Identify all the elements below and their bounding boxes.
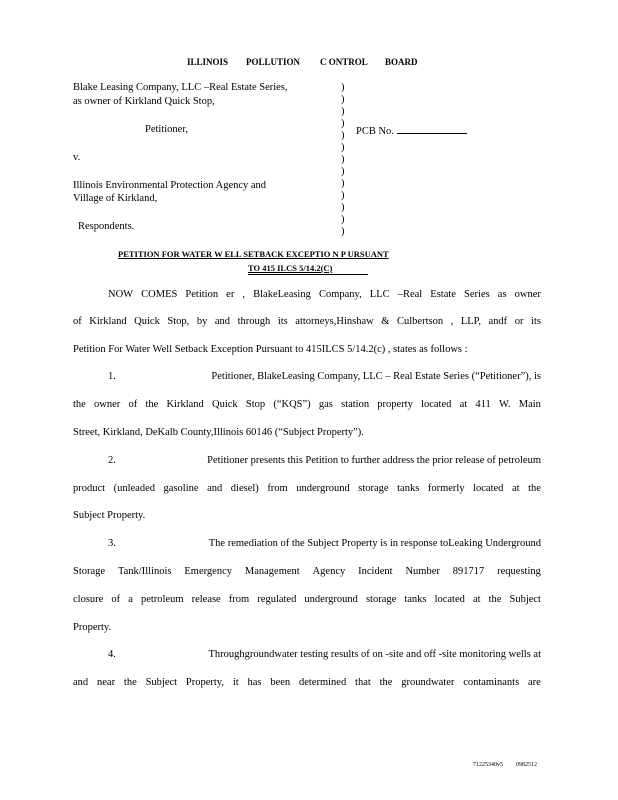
word: gasoline [163,483,199,494]
word: , [450,316,454,327]
paren: ) [341,118,345,129]
paren: ) [341,154,345,165]
word: it [232,677,239,688]
word: that [355,677,371,688]
word: Company, [318,289,362,300]
para3-number: 3. [108,538,116,549]
word: by [196,316,208,327]
word: and [73,677,89,688]
word: the [145,399,159,410]
pcb-number [356,123,467,138]
word: Quick [212,399,238,410]
word: LLP, [460,316,481,327]
para1-line [73,399,541,410]
para2-number: 2. [108,455,116,466]
word: & [381,316,390,327]
word: Management [244,566,300,577]
respondent-label: Respondents. [78,221,135,232]
word: formerly [427,483,465,494]
word: located [421,399,452,410]
word: the [488,594,502,605]
word: at [511,483,520,494]
paren: ) [341,142,345,153]
petition-title-line1: PETITION FOR WATER W ELL SETBACK EXCEPTIO N P URSUANT [118,249,389,259]
word: andf [488,316,508,327]
respondent-line1: Illinois Environmental Protection Agency and [73,180,267,191]
para3-first-line [108,538,541,549]
word: closure [73,594,104,605]
pcb-number-blank [397,123,467,134]
word: contaminants [463,677,520,688]
word: COMES [141,289,178,300]
word: Incident [358,566,393,577]
word: of [73,316,82,327]
word: Estate [430,289,456,300]
word: (unleaded [113,483,156,494]
word: been [270,677,291,688]
petitioner-name-line1: Blake Leasing Company, LLC –Real Estate Series, [73,82,288,93]
word: Quick [134,316,160,327]
word: Agency [312,566,346,577]
word: the [73,399,86,410]
word: Number [405,566,440,577]
word: Kirkland [89,316,127,327]
word: property [377,399,413,410]
para1-line: Petitioner, BlakeLeasing Company, LLC – Real Estate Series (“Petitioner”), is [211,371,541,382]
word: of [128,399,138,410]
word: , [242,289,246,300]
word: er [226,289,235,300]
word: 891717 [452,566,485,577]
word: NOW [108,289,134,300]
word: 411 [475,399,491,410]
footer-doc-code: 71225340v5 [473,762,503,768]
pcb-label: PCB No. [356,126,394,137]
word: Storage [73,566,106,577]
intro-line: Petition For Water Well Setback Exception Pursuant to 415ILCS 5/14.2(c) , states as follows : [73,344,468,355]
word: underground [296,483,350,494]
word: owner [94,399,121,410]
word: station [341,399,370,410]
para4-first-line [108,649,541,660]
word: storage [358,483,389,494]
word: gas [318,399,333,410]
word: W. [498,399,511,410]
word: underground [304,594,358,605]
word: located [434,594,465,605]
word: its [277,316,288,327]
word: Main [518,399,541,410]
word: LLC [369,289,390,300]
para1-line: Street, Kirkland, DeKalb County,Illinois 60146 (“Subject Property”). [73,427,364,438]
word: Stop, [167,316,190,327]
word: located [473,483,504,494]
word: BlakeLeasing [253,289,311,300]
word: tanks [397,483,420,494]
paren: ) [341,214,345,225]
word: the [379,677,393,688]
word: Tank/Illinois [117,566,172,577]
paren: ) [341,226,345,237]
word: a [128,594,133,605]
word: has [247,677,262,688]
word: determined [298,677,347,688]
para2-line: Subject Property. [73,510,146,521]
paren: ) [341,166,345,177]
respondent-line2: Village of Kirkland, [73,193,158,204]
para2-line [73,483,541,494]
word: as [497,289,507,300]
para4-number: 4. [108,649,116,660]
header-word-pollution: POLLUTION [246,57,301,67]
versus-label: v. [73,152,81,163]
paren: ) [341,190,345,201]
word: are [528,677,541,688]
paren: ) [341,82,345,93]
header-word-control: C ONTROL [320,57,368,67]
word: Emergency [184,566,232,577]
word: Subject [509,594,541,605]
petitioner-name-line2: as owner of Kirkland Quick Stop, [73,96,215,107]
footer-matter-code: 0982512 [516,762,537,768]
word: and [214,316,231,327]
word: release [191,594,221,605]
word: owner [514,289,541,300]
word: Stop [245,399,266,410]
paren: ) [341,94,345,105]
word: product [73,483,106,494]
para1-first-line [108,371,541,382]
petition-title-line2: TO 415 ILCS 5/14.2(C) [248,263,333,273]
word: its [531,316,541,327]
word: attorneys,Hinshaw [295,316,374,327]
para3-line [73,566,541,577]
word: Kirkland [166,399,204,410]
para4-line [73,677,541,688]
word: or [514,316,524,327]
word: groundwater [401,677,455,688]
para2-first-line [108,455,541,466]
word: through [237,316,271,327]
word: the [123,677,137,688]
word: at [459,399,468,410]
word: Petition [185,289,219,300]
word: regulated [257,594,297,605]
title-underline [248,274,368,275]
header-word-illinois: ILLINOIS [187,57,229,67]
caption-paren-column [341,82,345,238]
paren: ) [341,130,345,141]
petitioner-label: Petitioner, [145,124,189,135]
intro-line [108,289,541,300]
header-word-board: BOARD [385,57,418,67]
para2-line: Petitioner presents this Petition to further address the prior release of petroleum [207,455,541,466]
paren: ) [341,106,345,117]
para3-line: The remediation of the Subject Property is in response toLeaking Underground [208,538,541,549]
word: Subject [145,677,178,688]
paren: ) [341,178,345,189]
word: near [97,677,116,688]
word: diesel) [230,483,259,494]
word: from [267,483,288,494]
word: of [111,594,121,605]
word: Culbertson [397,316,444,327]
para3-line [73,594,541,605]
word: at [472,594,481,605]
word: storage [365,594,397,605]
para4-line: Throughgroundwater testing results of on -site and off -site monitoring wells at [208,649,541,660]
para1-number: 1. [108,371,116,382]
word: the [528,483,541,494]
word: tanks [404,594,427,605]
para3-line: Property. [73,622,112,633]
word: Property, [185,677,224,688]
word: from [228,594,250,605]
paren: ) [341,202,345,213]
word: (“KQS”) [273,399,311,410]
word: petroleum [140,594,184,605]
word: and [207,483,223,494]
word: Series [464,289,490,300]
intro-line [73,316,541,327]
word: –Real [397,289,423,300]
word: requesting [497,566,541,577]
